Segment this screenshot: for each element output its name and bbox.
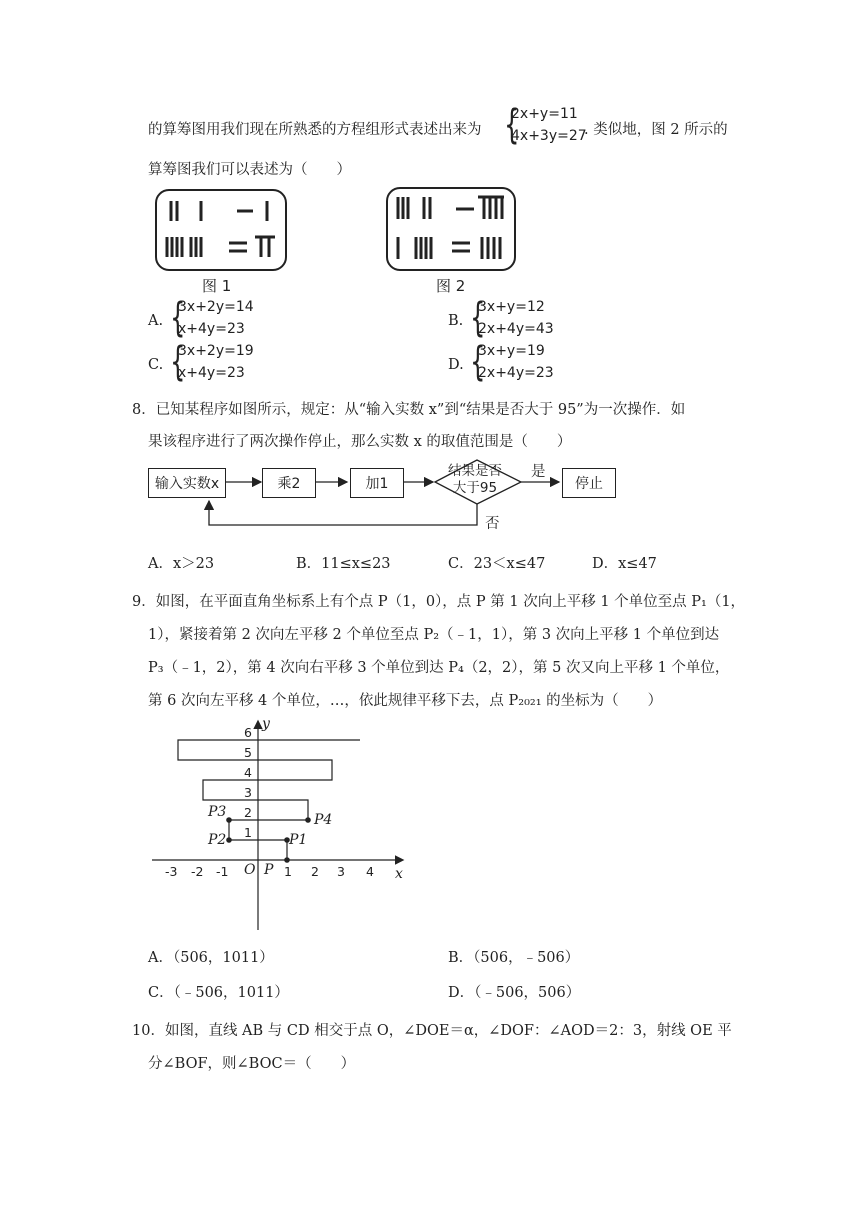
- system-eq1: 2x+y=11: [511, 106, 578, 122]
- q8-line2: 果该程序进行了两次操作停止，那么实数 x 的取值范围是（ ）: [148, 434, 572, 450]
- option-a-eq1: 3x+2y=14: [178, 299, 254, 315]
- label-p2: P2: [208, 832, 227, 848]
- option-d-eq2: 2x+4y=23: [478, 365, 554, 381]
- counting-rod-figure-1: [155, 189, 287, 271]
- option-b-brace: {: [470, 295, 486, 341]
- system-eq2: 4x+3y=27: [511, 128, 587, 144]
- q7-option-c: [178, 340, 254, 384]
- y-tick-2: 2: [244, 805, 252, 820]
- x-tick-m2: -2: [191, 864, 204, 879]
- option-d-eq1: 3x+y=19: [478, 343, 545, 359]
- y-tick-5: 5: [244, 745, 252, 760]
- y-tick-1: 1: [244, 825, 252, 840]
- q7-option-a: [178, 296, 254, 340]
- x-tick-4: 4: [366, 864, 374, 879]
- y-tick-4: 4: [244, 765, 252, 780]
- option-c-brace: {: [170, 339, 186, 385]
- q7-option-c-label: C.: [148, 357, 164, 373]
- rod-figure-1-drawing: [157, 191, 285, 269]
- option-d-brace: {: [470, 339, 486, 385]
- q7-option-d-label: D.: [448, 357, 464, 373]
- figure-1-caption: 图 1: [202, 277, 232, 295]
- label-p: P: [264, 862, 274, 878]
- graph-origin-label: O: [244, 862, 256, 878]
- flow-yes-label: 是: [531, 464, 546, 480]
- q10-line2: 分∠BOF，则∠BOC＝（ ）: [148, 1056, 356, 1072]
- option-a-eq2: x+4y=23: [178, 321, 245, 337]
- option-c-eq1: 3x+2y=19: [178, 343, 254, 359]
- q9-line1: 9．如图，在平面直角坐标系上有个点 P（1，0），点 P 第 1 次向上平移 1 个单位至点 P₁（1，: [132, 594, 746, 610]
- flow-add-box: 加1: [350, 468, 404, 498]
- y-tick-6: 6: [244, 725, 252, 740]
- q7-option-b: [478, 296, 554, 340]
- q8-line1: 8．已知某程序如图所示，规定：从“输入实数 x”到“结果是否大于 95”为一次操作．如: [132, 402, 686, 418]
- q8-option-a: A．x＞23: [148, 556, 215, 572]
- y-tick-3: 3: [244, 785, 252, 800]
- label-p4: P4: [314, 812, 333, 828]
- q7-line2: 算筹图我们可以表述为（ ）: [148, 162, 351, 178]
- decision-line1: 结果是否: [448, 463, 502, 479]
- counting-rod-figure-2: [386, 187, 516, 271]
- q8-option-d: D．x≤47: [592, 556, 657, 572]
- rod-figure-2-drawing: [388, 189, 514, 269]
- q9-option-b: B．（506，﹣506）: [448, 950, 580, 966]
- q9-option-a: A．（506，1011）: [148, 950, 274, 966]
- x-tick-m3: -3: [165, 864, 178, 879]
- x-tick-2: 2: [311, 864, 319, 879]
- flow-stop-box: 停止: [562, 468, 616, 498]
- q9-line4: 第 6 次向左平移 4 个单位，…，依此规律平移下去，点 P₂₀₂₁ 的坐标为（ ）: [148, 693, 663, 709]
- q7-option-d: [478, 340, 554, 384]
- q9-line2: 1），紧接着第 2 次向左平移 2 个单位至点 P₂（﹣1，1），第 3 次向上平移 1 个单位到达: [148, 627, 720, 643]
- q8-option-c: C．23＜x≤47: [448, 556, 546, 572]
- flow-multiply-box: 乘2: [262, 468, 316, 498]
- decision-line2: 大于95: [452, 480, 498, 496]
- graph-y-label: y: [262, 716, 270, 732]
- q9-line3: P₃（﹣1，2），第 4 次向右平移 3 个单位到达 P₄（2，2），第 5 次又向上平移 1 个单位，: [148, 660, 730, 676]
- path-spiral: [178, 740, 360, 860]
- flow-input-box: 输入实数x: [148, 468, 226, 498]
- option-a-brace: {: [170, 295, 186, 341]
- system-brace: {: [504, 102, 520, 148]
- q7-system: [511, 103, 587, 147]
- q9-option-c: C．（﹣506，1011）: [148, 985, 289, 1001]
- label-p3: P3: [208, 804, 227, 820]
- flow-decision: [448, 463, 502, 497]
- q10-line1: 10．如图，直线 AB 与 CD 相交于点 O，∠DOE＝α，∠DOF：∠AOD＝2：3，射线 OE 平: [132, 1023, 732, 1039]
- q7-line1-pre: 的算筹图用我们现在所熟悉的方程组形式表述出来为: [148, 122, 482, 138]
- coordinate-graph: [150, 718, 410, 933]
- q8-option-b: B．11≤x≤23: [296, 556, 391, 572]
- point-p: [284, 857, 290, 863]
- graph-x-label: x: [395, 866, 403, 882]
- label-p1: P1: [289, 832, 308, 848]
- q7-option-b-label: B.: [448, 313, 464, 329]
- option-c-eq2: x+4y=23: [178, 365, 245, 381]
- point-p4: [305, 817, 311, 823]
- q9-option-d: D．（﹣506，506）: [448, 985, 581, 1001]
- point-p3: [226, 817, 232, 823]
- x-tick-m1: -1: [216, 864, 229, 879]
- q7-option-a-label: A.: [148, 313, 164, 329]
- flow-no-label: 否: [485, 516, 500, 532]
- point-p2: [226, 837, 232, 843]
- q7-line1-post: . 类似地，图 2 所示的: [584, 122, 728, 138]
- option-b-eq1: 3x+y=12: [478, 299, 545, 315]
- x-tick-3: 3: [337, 864, 345, 879]
- figure-2-caption: 图 2: [436, 277, 466, 295]
- option-b-eq2: 2x+4y=43: [478, 321, 554, 337]
- x-tick-1: 1: [284, 864, 292, 879]
